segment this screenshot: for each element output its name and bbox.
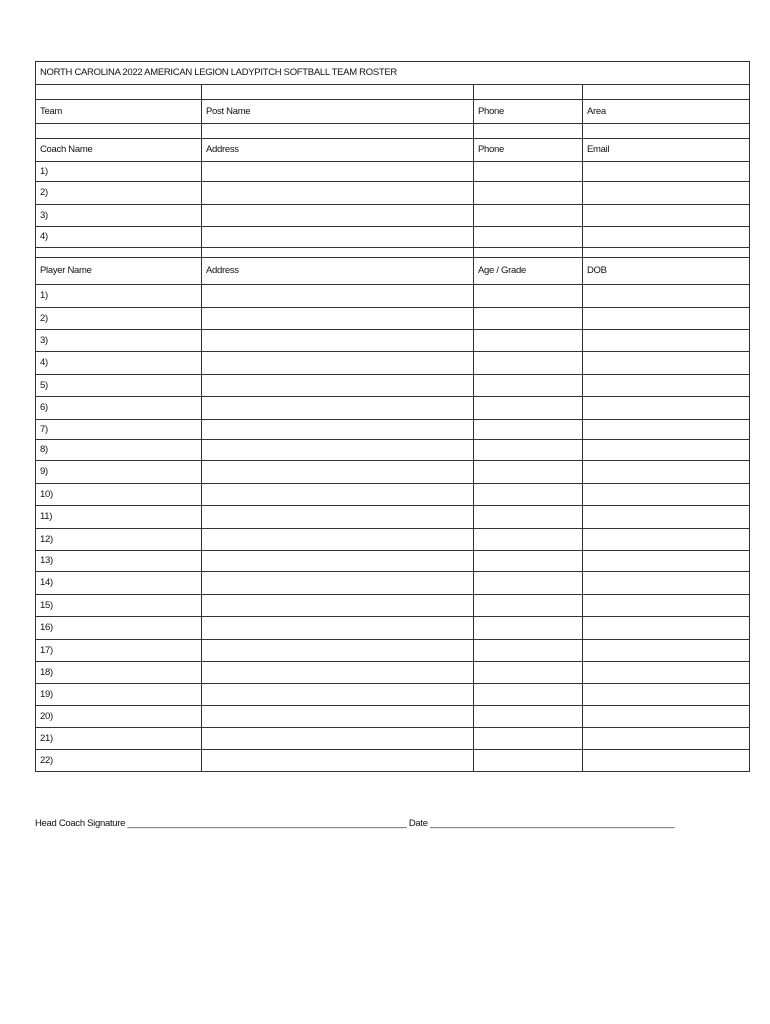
blank-cell (474, 484, 583, 506)
blank-cell (202, 572, 474, 595)
row-number: 1) (36, 285, 202, 308)
player-row (36, 484, 750, 506)
blank-cell (202, 551, 474, 572)
coach-row (36, 162, 750, 182)
blank-cell (202, 461, 474, 484)
blank-cell (474, 124, 583, 139)
blank-cell (202, 352, 474, 375)
blank-cell (474, 617, 583, 640)
row-number: 16) (36, 617, 202, 640)
blank-cell (474, 595, 583, 617)
blank-cell (202, 617, 474, 640)
header-cell: Team (36, 100, 202, 124)
blank-cell (474, 706, 583, 728)
blank-cell (474, 461, 583, 484)
blank-cell (202, 124, 474, 139)
player-header-row (36, 258, 750, 285)
coach-header-row (36, 139, 750, 162)
row-number: 14) (36, 572, 202, 595)
player-row (36, 640, 750, 662)
row-number: 13) (36, 551, 202, 572)
header-cell: Coach Name (36, 139, 202, 162)
team-header-row (36, 100, 750, 124)
header-cell: Address (202, 139, 474, 162)
row-number: 4) (36, 352, 202, 375)
blank-cell (202, 440, 474, 461)
player-row (36, 529, 750, 551)
blank-cell (202, 506, 474, 529)
header-cell: Age / Grade (474, 258, 583, 285)
blank-cell (202, 182, 474, 205)
blank-cell (474, 572, 583, 595)
row-number: 7) (36, 420, 202, 440)
player-row (36, 308, 750, 330)
blank-cell (583, 572, 750, 595)
player-row (36, 662, 750, 684)
blank-cell (583, 684, 750, 706)
player-row (36, 706, 750, 728)
blank-cell (474, 227, 583, 248)
row-number: 2) (36, 308, 202, 330)
blank-cell (583, 617, 750, 640)
blank-cell (474, 330, 583, 352)
blank-cell (583, 182, 750, 205)
blank-cell (583, 248, 750, 258)
blank-cell (202, 285, 474, 308)
blank-cell (202, 205, 474, 227)
blank-cell (474, 205, 583, 227)
blank-cell (583, 375, 750, 397)
row-number: 8) (36, 440, 202, 461)
blank-cell (202, 85, 474, 100)
row-number: 1) (36, 162, 202, 182)
blank-cell (202, 248, 474, 258)
row-number: 20) (36, 706, 202, 728)
blank-cell (202, 595, 474, 617)
blank-cell (474, 308, 583, 330)
blank-cell (202, 162, 474, 182)
row-number: 9) (36, 461, 202, 484)
blank-cell (474, 750, 583, 772)
blank-cell (474, 397, 583, 420)
player-row (36, 352, 750, 375)
blank-cell (583, 595, 750, 617)
signature-line: Head Coach Signature ________________________________________________________ Date _________________________________________________ (35, 818, 675, 829)
player-row (36, 285, 750, 308)
blank-cell (202, 750, 474, 772)
header-cell: Phone (474, 139, 583, 162)
header-cell: Phone (474, 100, 583, 124)
blank-cell (583, 750, 750, 772)
spacer-row (36, 85, 750, 100)
row-number: 11) (36, 506, 202, 529)
blank-cell (583, 706, 750, 728)
blank-cell (583, 728, 750, 750)
blank-cell (202, 529, 474, 551)
blank-cell (202, 684, 474, 706)
player-row (36, 728, 750, 750)
blank-cell (583, 397, 750, 420)
row-number: 18) (36, 662, 202, 684)
row-number: 21) (36, 728, 202, 750)
player-row (36, 750, 750, 772)
form-title: NORTH CAROLINA 2022 AMERICAN LEGION LADYPITCH SOFTBALL TEAM ROSTER (36, 62, 750, 85)
blank-cell (36, 248, 202, 258)
blank-cell (583, 420, 750, 440)
blank-cell (474, 551, 583, 572)
blank-cell (583, 640, 750, 662)
blank-cell (474, 375, 583, 397)
blank-cell (583, 551, 750, 572)
row-number: 5) (36, 375, 202, 397)
blank-cell (583, 227, 750, 248)
blank-cell (202, 227, 474, 248)
blank-cell (474, 285, 583, 308)
row-number: 19) (36, 684, 202, 706)
blank-cell (583, 124, 750, 139)
header-cell: Player Name (36, 258, 202, 285)
row-number: 6) (36, 397, 202, 420)
spacer-row (36, 248, 750, 258)
player-row (36, 420, 750, 440)
row-number: 10) (36, 484, 202, 506)
row-number: 12) (36, 529, 202, 551)
blank-cell (36, 85, 202, 100)
blank-cell (583, 529, 750, 551)
blank-cell (474, 684, 583, 706)
title-row (36, 62, 750, 85)
blank-cell (474, 248, 583, 258)
blank-cell (474, 440, 583, 461)
blank-cell (202, 308, 474, 330)
player-row (36, 397, 750, 420)
blank-cell (583, 352, 750, 375)
blank-cell (583, 205, 750, 227)
header-cell: Area (583, 100, 750, 124)
blank-cell (202, 375, 474, 397)
blank-cell (474, 352, 583, 375)
coach-row (36, 182, 750, 205)
player-row (36, 330, 750, 352)
blank-cell (202, 728, 474, 750)
row-number: 3) (36, 330, 202, 352)
blank-cell (583, 330, 750, 352)
header-cell: Address (202, 258, 474, 285)
player-row (36, 461, 750, 484)
row-number: 2) (36, 182, 202, 205)
blank-cell (474, 506, 583, 529)
blank-cell (583, 285, 750, 308)
blank-cell (202, 420, 474, 440)
blank-cell (474, 728, 583, 750)
blank-cell (474, 420, 583, 440)
blank-cell (202, 330, 474, 352)
coach-row (36, 227, 750, 248)
player-row (36, 595, 750, 617)
coach-row (36, 205, 750, 227)
header-cell: Email (583, 139, 750, 162)
blank-cell (583, 461, 750, 484)
player-row (36, 440, 750, 461)
player-row (36, 375, 750, 397)
player-row (36, 572, 750, 595)
blank-cell (202, 640, 474, 662)
header-cell: Post Name (202, 100, 474, 124)
blank-cell (583, 308, 750, 330)
blank-cell (202, 662, 474, 684)
blank-cell (583, 662, 750, 684)
blank-cell (474, 162, 583, 182)
blank-cell (202, 397, 474, 420)
blank-cell (474, 85, 583, 100)
blank-cell (474, 662, 583, 684)
row-number: 3) (36, 205, 202, 227)
blank-cell (583, 506, 750, 529)
blank-cell (202, 484, 474, 506)
blank-cell (583, 484, 750, 506)
blank-cell (474, 640, 583, 662)
row-number: 17) (36, 640, 202, 662)
blank-cell (36, 124, 202, 139)
blank-cell (583, 440, 750, 461)
blank-cell (583, 162, 750, 182)
blank-cell (474, 529, 583, 551)
blank-cell (202, 706, 474, 728)
roster-table (35, 61, 750, 772)
player-row (36, 551, 750, 572)
row-number: 4) (36, 227, 202, 248)
player-row (36, 684, 750, 706)
player-row (36, 617, 750, 640)
row-number: 15) (36, 595, 202, 617)
blank-cell (474, 182, 583, 205)
header-cell: DOB (583, 258, 750, 285)
blank-cell (583, 85, 750, 100)
row-number: 22) (36, 750, 202, 772)
spacer-row (36, 124, 750, 139)
roster-body (36, 62, 750, 772)
player-row (36, 506, 750, 529)
